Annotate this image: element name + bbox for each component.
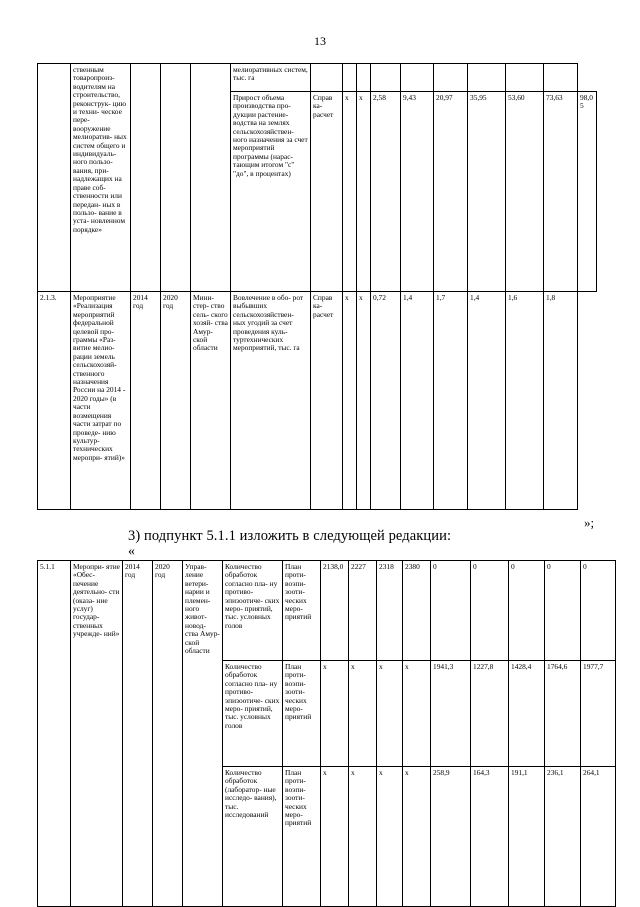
cell: 0 [509, 561, 545, 661]
cell: План проти- воэпи- зооти- ческих меро- приятий [283, 767, 321, 907]
table-row [38, 561, 616, 661]
cell [191, 64, 231, 292]
cell [161, 64, 191, 292]
cell: Количество обработок согласно пла- ну противо- эпизоотиче- ских меро- приятий, тыс. условных голов [223, 561, 283, 661]
cell: х [349, 661, 377, 767]
cell: 2014 год [131, 292, 161, 510]
cell [357, 64, 371, 92]
cell: 5.1.1 [38, 561, 71, 907]
cell: Прирост объема производства про- дукции растение- водства на землях сельскохозяйствен- ного назначения за счет мероприятий программы (нарас- тающим итогом "с" "до", в процентах) [231, 92, 311, 292]
cell [468, 64, 506, 92]
cell: Количество обработок (лаборатор- ные исследо- вания), тыс. исследований [223, 767, 283, 907]
cell: План проти- воэпи- зооти- ческих меро- приятий [283, 661, 321, 767]
cell: 1428,4 [509, 661, 545, 767]
cell: Меропри- ятие «Обес- печение деятельно- сти (оказа- ние услуг) государ- ственных учрежде- ний» [71, 561, 123, 907]
cell: 73,63 [544, 92, 578, 292]
cell [311, 64, 343, 92]
opening-quote: « [128, 544, 135, 559]
cell: х [357, 92, 371, 292]
table-row [38, 64, 597, 92]
cell: Мероприятие «Реализация мероприятий федеральной целевой про- граммы «Раз- витие мелио- рации земель сельскохозяй- ственного назначения России на 2014 - 2020 годы» (в части возмещения части затрат по проведе- нию культур- технических меропри- ятий)» [71, 292, 131, 510]
cell: 2020 год [153, 561, 183, 907]
cell: 1764,6 [545, 661, 581, 767]
cell: х [357, 292, 371, 510]
cell: 1,8 [544, 292, 578, 510]
cell: 1,4 [468, 292, 506, 510]
cell: 1,4 [401, 292, 434, 510]
cell: 0 [431, 561, 471, 661]
cell: 2014 год [123, 561, 153, 907]
cell: 2138,0 [321, 561, 349, 661]
cell [544, 64, 578, 92]
cell: Вовлечение в обо- рот выбывших сельскохозяйствен- ных угодий за счет проведения куль- туртехнических мероприятий, тыс. га [231, 292, 311, 510]
cell: 1977,7 [581, 661, 616, 767]
cell: 0 [581, 561, 616, 661]
cell: 2318 [377, 561, 403, 661]
cell [343, 64, 357, 92]
cell: Справ ка- расчет [311, 92, 343, 292]
cell [38, 64, 71, 292]
cell: Управ- ление ветери- нарии и племен- ного живот- новод- ства Амур- ской области [183, 561, 223, 907]
cell: 1,7 [434, 292, 468, 510]
table-row [38, 292, 597, 510]
cell: 1,6 [506, 292, 544, 510]
cell: 2.1.3. [38, 292, 71, 510]
cell: 164,3 [471, 767, 509, 907]
cell: 0 [471, 561, 509, 661]
cell: мелиоративных систем, тыс. га [231, 64, 311, 92]
cell: 0,72 [371, 292, 401, 510]
cell: 258,9 [431, 767, 471, 907]
cell: 2,58 [371, 92, 401, 292]
cell: х [321, 661, 349, 767]
cell: Мини- стер- ство сель- ского хозяй- ства Амур- ской области [191, 292, 231, 510]
cell: 2227 [349, 561, 377, 661]
cell: Количество обработок согласно пла- ну противо- эпизоотиче- ских меро- приятий, тыс. условных голов [223, 661, 283, 767]
section-heading: 3) подпункт 5.1.1 изложить в следующей редакции: [128, 528, 452, 544]
cell: ственным товаропроиз- водителям на строительство, реконструк- цию и техни- ческое пере- вооружение мелиоратив- ных систем общего и индивидуаль- ного пользо- вания, при- надлежащих на праве соб- ственности или передан- ных в пользо- вание в уста- новленном порядке» [71, 64, 131, 292]
cell [401, 64, 434, 92]
cell: 1227,8 [471, 661, 509, 767]
cell: х [343, 292, 357, 510]
cell: 1941,3 [431, 661, 471, 767]
table-bottom [37, 560, 616, 907]
cell: 0 [545, 561, 581, 661]
cell: 53,60 [506, 92, 544, 292]
cell: 236,1 [545, 767, 581, 907]
cell: 2020 год [161, 292, 191, 510]
table-top [37, 63, 597, 510]
cell: 20,97 [434, 92, 468, 292]
cell: 35,95 [468, 92, 506, 292]
closing-quote: »; [584, 515, 595, 530]
cell: х [377, 661, 403, 767]
cell: 191,1 [509, 767, 545, 907]
cell: 2380 [403, 561, 431, 661]
cell: х [403, 661, 431, 767]
cell: х [321, 767, 349, 907]
page-number: 13 [314, 34, 326, 48]
cell: 9,43 [401, 92, 434, 292]
cell: Справ ка- расчет [311, 292, 343, 510]
cell [131, 64, 161, 292]
cell [371, 64, 401, 92]
cell: х [403, 767, 431, 907]
cell: х [343, 92, 357, 292]
cell: х [377, 767, 403, 907]
cell: х [349, 767, 377, 907]
cell [434, 64, 468, 92]
cell: 264,1 [581, 767, 616, 907]
cell: 98,05 [578, 92, 597, 292]
cell: План проти- воэпи- зооти- ческих меро- приятий [283, 561, 321, 661]
cell [506, 64, 544, 92]
